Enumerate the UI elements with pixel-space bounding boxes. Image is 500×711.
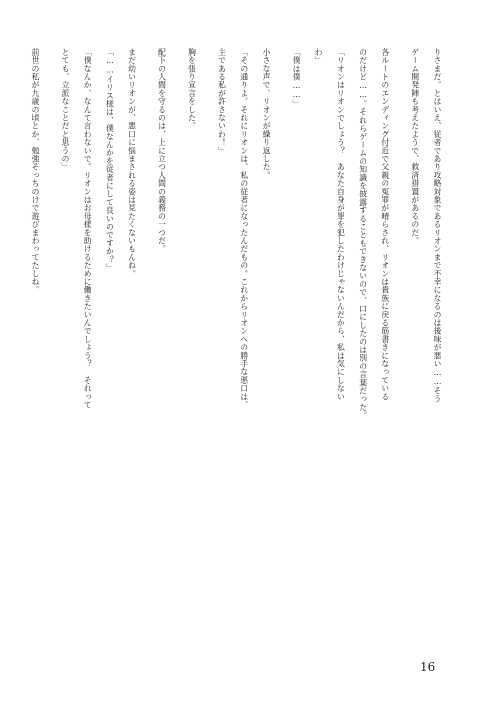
text-line: 「その通りよ。それにリオンは、私の従者になったんだもの。これからリオンへの勝手な悪口は、 — [239, 48, 249, 409]
text-line: 各ルートのエンディング付近で父親の冤罪が晴らされ、リオンは貴族に戻る筋書きになっている — [380, 48, 390, 401]
text-line: わ」 — [314, 48, 324, 65]
text-line: 「……イリス様は、僕なんかを従者にして良いのですか？」 — [105, 48, 115, 272]
text-line: 胸を張り宣言をした。 — [187, 48, 197, 130]
vertical-text-block — [24, 48, 448, 638]
text-line: りさまだ。とはいえ、従者であり攻略対象であるリオンまで不幸になるのは後味が悪い……そう — [433, 48, 442, 403]
text-line: のだけど……。それらゲームの知識を披露することもできないので、口にしたのは別の言葉だった。 — [358, 48, 368, 420]
text-line: 主である私が許さないわ！」 — [217, 48, 227, 155]
text-line: 「リオンはリオンでしょう？ あなた自身が罪を犯したわけじゃないんだから、私は気にしない — [336, 48, 346, 401]
text-line: 前世の私が九歳の頃とか、勉強そっちのけで遊びまわってたしね。 — [30, 48, 40, 294]
text-line: 小さな声で、リオンが繰り返した。 — [261, 48, 271, 180]
text-line: とても、立派なことだと思うの」 — [60, 48, 70, 171]
text-line: 配下の人間を守るのは、上に立つ人間の義務の一つだ。 — [157, 48, 167, 253]
text-line: 「僕は僕……」 — [291, 48, 301, 108]
text-line: 「僕なんか、なんて言わないで。リオンはお母様を助けるために働きたいんでしょう？ それって — [83, 48, 93, 409]
page-number: 16 — [420, 660, 436, 674]
text-line: ゲーム開発陣も考えたようで、救済措置があるのだ。 — [410, 48, 420, 245]
text-line: まだ幼いリオンが、悪口に悩まされる姿は見たくないもんね。 — [127, 48, 137, 278]
